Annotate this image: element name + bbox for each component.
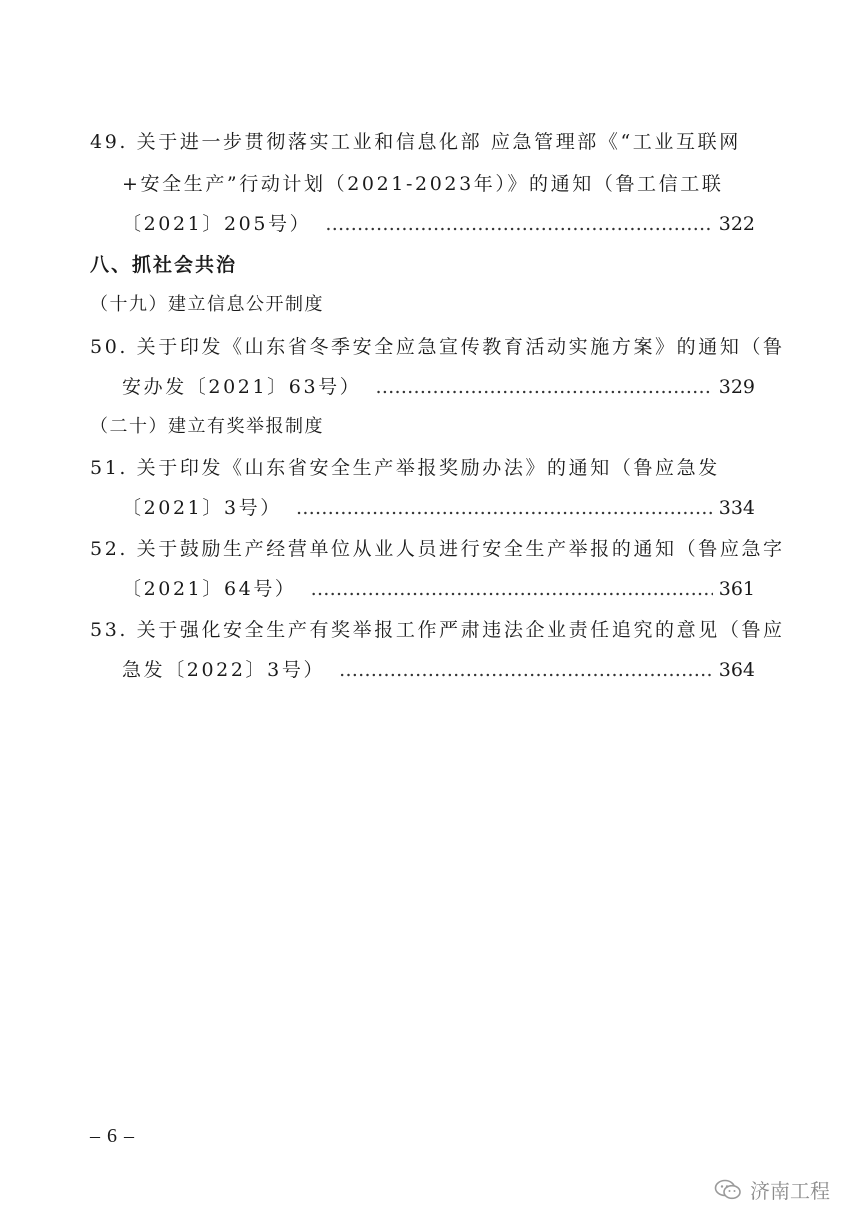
toc-item-52-line-2: 〔2021〕64号） xyxy=(122,578,297,600)
toc-item-50-line-2: 安办发〔2021〕63号） xyxy=(122,376,362,398)
toc-item-53-line-2: 急发〔2022〕3号） xyxy=(122,659,326,681)
toc-item-52-line-1: 52. 关于鼓励生产经营单位从业人员进行安全生产举报的通知（鲁应急字 xyxy=(90,538,785,560)
toc-item-53-page: 364 xyxy=(718,659,755,681)
dot-leader xyxy=(296,496,713,520)
toc-item-49-entry[interactable] xyxy=(122,212,755,236)
toc-item-52-entry[interactable] xyxy=(122,577,755,601)
toc-item-53-line-1: 53. 关于强化安全生产有奖举报工作严肃违法企业责任追究的意见（鲁应 xyxy=(90,619,785,641)
watermark xyxy=(714,1175,830,1204)
dot-leader xyxy=(339,658,713,682)
dot-leader xyxy=(311,577,713,601)
wechat-icon xyxy=(714,1178,742,1202)
toc-item-52-page: 361 xyxy=(718,578,755,600)
toc-item-50-entry[interactable] xyxy=(122,375,755,399)
watermark-text: 济南工程 xyxy=(750,1179,830,1203)
dot-leader xyxy=(325,212,713,236)
toc-item-51-line-2: 〔2021〕3号） xyxy=(122,497,282,519)
toc-item-49-line-1: 49. 关于进一步贯彻落实工业和信息化部 应急管理部《“工业互联网 xyxy=(90,131,741,153)
toc-item-49-line-2: +安全生产”行动计划（2021-2023年）》的通知（鲁工信工联 xyxy=(122,173,724,195)
subsection-heading-20: （二十）建立有奖举报制度 xyxy=(90,416,324,437)
dot-leader xyxy=(375,375,712,399)
toc-item-49-line-3: 〔2021〕205号） xyxy=(122,213,312,235)
toc-item-49-page: 322 xyxy=(718,213,755,235)
subsection-heading-19: （十九）建立信息公开制度 xyxy=(90,294,324,315)
page-number: – 6 – xyxy=(90,1125,135,1147)
toc-item-53-entry[interactable] xyxy=(122,658,755,682)
toc-item-51-line-1: 51. 关于印发《山东省安全生产举报奖励办法》的通知（鲁应急发 xyxy=(90,457,720,479)
toc-item-51-entry[interactable] xyxy=(122,496,755,520)
toc-item-50-page: 329 xyxy=(718,376,755,398)
toc-item-50-line-1: 50. 关于印发《山东省冬季安全应急宣传教育活动实施方案》的通知（鲁 xyxy=(90,336,785,358)
section-heading-8: 八、抓社会共治 xyxy=(90,254,238,276)
toc-item-51-page: 334 xyxy=(718,497,755,519)
